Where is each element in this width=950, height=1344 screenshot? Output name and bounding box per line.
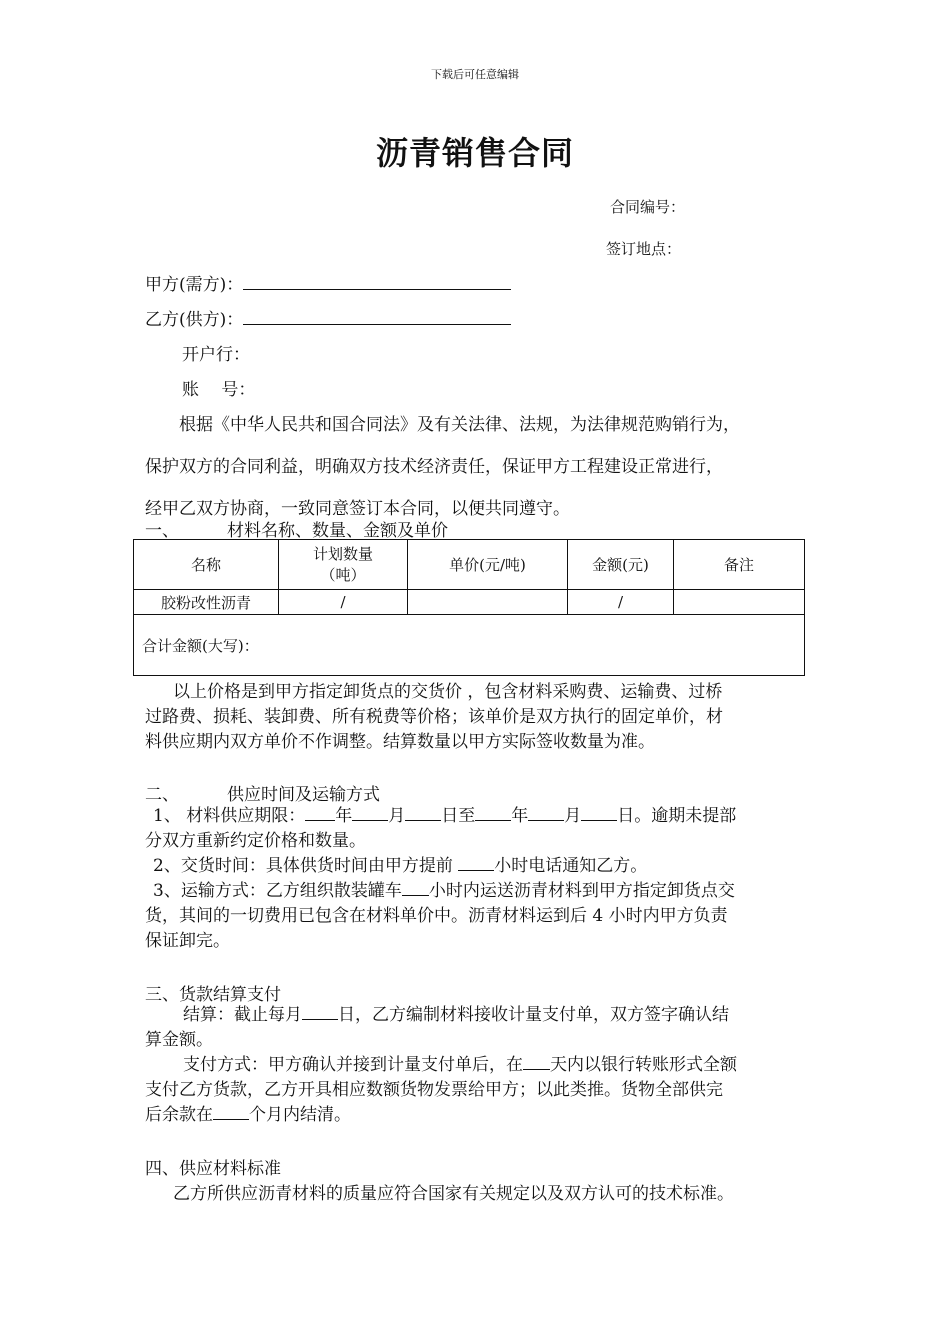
section-2-title: 供应时间及运输方式 xyxy=(227,785,380,805)
payment-line3-suffix: 个月内结清。 xyxy=(249,1105,351,1125)
settlement-suffix: 日，乙方编制材料接收计量支付单，双方签字确认结 xyxy=(338,1005,729,1025)
party-a-line xyxy=(145,270,511,295)
transport-line2: 货，其间的一切费用已包含在材料单价中。沥青材料运到后 4 小时内甲方负责 xyxy=(145,906,728,926)
transport-hours-blank[interactable] xyxy=(402,879,429,896)
materials-table xyxy=(133,539,805,676)
party-b-label: 乙方(供方)： xyxy=(145,310,244,330)
section-2-heading xyxy=(145,780,380,805)
transport-line3: 保证卸完。 xyxy=(145,931,230,951)
payment-suffix: 天内以银行转账形式全额 xyxy=(550,1055,737,1075)
payment-item xyxy=(145,1053,810,1128)
payment-prefix: 支付方式：甲方确认并接到计量支付单后，在 xyxy=(183,1055,523,1075)
table-row xyxy=(134,590,805,615)
price-note-line: 以上价格是到甲方指定卸货点的交货价 ，包含材料采购费、运输费、过桥 xyxy=(173,682,723,702)
day-to-label: 日至 xyxy=(441,806,476,826)
price-note xyxy=(145,680,810,755)
supply-term-line1 xyxy=(153,804,813,829)
section-3-heading: 三、货款结算支付 xyxy=(145,985,281,1005)
party-a-label: 甲方(需方)： xyxy=(145,275,244,295)
year-label-2: 年 xyxy=(511,806,529,826)
col-name-header: 名称 xyxy=(134,540,279,590)
start-month-blank[interactable] xyxy=(352,804,388,821)
section-1-heading xyxy=(145,516,448,541)
transport-item xyxy=(145,879,813,954)
day-end-label: 日。逾期未提部 xyxy=(617,806,737,826)
end-day-blank[interactable] xyxy=(581,804,617,821)
settlement-line2: 算金额。 xyxy=(145,1030,213,1050)
intro-paragraph xyxy=(145,404,810,530)
supply-term-line2: 分双方重新约定价格和数量。 xyxy=(145,831,366,851)
supply-term-prefix: 1、 材料供应期限： xyxy=(153,806,306,826)
col-remarks-header: 备注 xyxy=(674,540,805,590)
supply-term-item xyxy=(145,804,813,854)
cell-amount[interactable]: / xyxy=(568,590,674,615)
contract-number-label: 合同编号： xyxy=(610,198,686,216)
col-quantity-header xyxy=(279,540,408,590)
cell-name: 胶粉改性沥青 xyxy=(134,590,279,615)
transport-line1 xyxy=(153,879,813,904)
end-year-blank[interactable] xyxy=(475,804,511,821)
payment-line3-prefix: 后余款在 xyxy=(145,1105,213,1125)
header-note: 下载后可任意编辑 xyxy=(431,68,519,81)
payment-line3 xyxy=(145,1103,810,1128)
section-1-number: 一、 xyxy=(145,521,179,541)
payment-line1 xyxy=(145,1053,810,1078)
quantity-header-line2: （吨） xyxy=(320,565,366,584)
transport-prefix: 3、运输方式：乙方组织散装罐车 xyxy=(153,881,402,901)
year-label: 年 xyxy=(335,806,353,826)
start-year-blank[interactable] xyxy=(305,804,335,821)
total-amount-cell[interactable]: 合计金额(大写)： xyxy=(134,615,805,676)
delivery-time-item xyxy=(153,854,818,879)
account-label: 账 号： xyxy=(182,380,256,400)
cell-unit-price[interactable] xyxy=(408,590,568,615)
page-title: 沥青销售合同 xyxy=(375,134,574,172)
payment-days-blank[interactable] xyxy=(523,1053,550,1070)
section-4-heading: 四、供应材料标准 xyxy=(145,1159,281,1179)
transport-suffix: 小时内运送沥青材料到甲方指定卸货点交 xyxy=(428,881,735,901)
delivery-time-suffix: 小时电话通知乙方。 xyxy=(494,856,648,876)
signing-place-label: 签订地点： xyxy=(606,240,682,258)
payment-months-blank[interactable] xyxy=(213,1103,249,1120)
price-note-line: 料供应期内双方单价不作调整。结算数量以甲方实际签收数量为准。 xyxy=(145,732,655,752)
party-b-field[interactable] xyxy=(243,308,511,325)
settlement-prefix: 结算：截止每月 xyxy=(183,1005,302,1025)
cell-quantity[interactable]: / xyxy=(279,590,408,615)
payment-line2: 支付乙方货款，乙方开具相应数额货物发票给甲方；以此类推。货物全部供完 xyxy=(145,1080,723,1100)
section-2-number: 二、 xyxy=(145,785,179,805)
cell-remarks[interactable] xyxy=(674,590,805,615)
section-4-text: 乙方所供应沥青材料的质量应符合国家有关规定以及双方认可的技术标准。 xyxy=(173,1184,734,1204)
party-a-field[interactable] xyxy=(243,273,511,290)
month-label: 月 xyxy=(388,806,406,826)
start-day-blank[interactable] xyxy=(405,804,441,821)
table-total-row xyxy=(134,615,805,676)
month-label-2: 月 xyxy=(564,806,582,826)
intro-line: 根据《中华人民共和国合同法》及有关法律、法规，为法律规范购销行为， xyxy=(179,415,740,435)
intro-line: 保护双方的合同利益，明确双方技术经济责任，保证甲方工程建设正常进行， xyxy=(145,457,723,477)
table-header-row xyxy=(134,540,805,590)
intro-line: 经甲乙双方协商，一致同意签订本合同，以便共同遵守。 xyxy=(145,499,570,519)
col-unit-price-header: 单价(元/吨) xyxy=(408,540,568,590)
section-1-title: 材料名称、数量、金额及单价 xyxy=(227,521,448,541)
party-b-line xyxy=(145,305,511,330)
col-amount-header: 金额(元) xyxy=(568,540,674,590)
settlement-day-blank[interactable] xyxy=(302,1003,338,1020)
settlement-line1 xyxy=(145,1003,810,1028)
price-note-line: 过路费、损耗、装卸费、所有税费等价格；该单价是双方执行的固定单价，材 xyxy=(145,707,723,727)
bank-label: 开户行： xyxy=(182,345,250,365)
end-month-blank[interactable] xyxy=(528,804,564,821)
settlement-item xyxy=(145,1003,810,1053)
delivery-time-line xyxy=(153,854,818,879)
delivery-time-prefix: 2、交货时间：具体供货时间由甲方提前 xyxy=(153,856,459,876)
quantity-header-line1: 计划数量 xyxy=(312,544,373,563)
notice-hours-blank[interactable] xyxy=(458,854,494,871)
